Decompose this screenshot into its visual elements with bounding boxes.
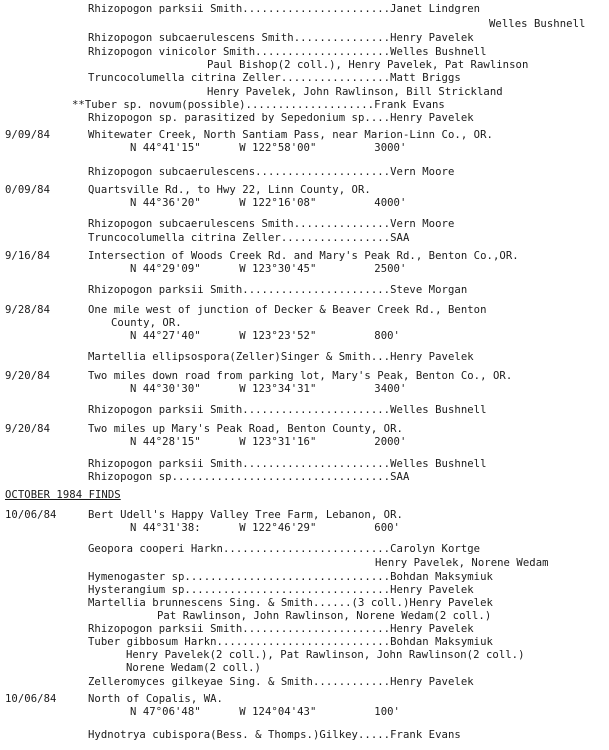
coordinates-line: N 44°27'40" W 123°23'52" 800'	[130, 330, 400, 342]
find-entry: Rhizopogon parksii Smith.......................Janet Lindgren	[88, 3, 481, 15]
date-label: 10/06/84	[5, 509, 57, 521]
date-label: 10/06/84	[5, 693, 57, 705]
coordinates-line: N 44°36'20" W 122°16'08" 4000'	[130, 197, 407, 209]
date-label: 9/16/84	[5, 250, 50, 262]
find-entry: Rhizopogon parksii Smith.......................Welles Bushnell	[88, 404, 487, 416]
find-entry: Tuber gibbosum Harkn...........................Bohdan Maksymiuk	[88, 636, 493, 648]
location-line: North of Copalis, WA.	[88, 693, 223, 705]
collector-continuation: Henry Pavelek, John Rawlinson, Bill Strickland	[207, 86, 503, 98]
date-label: 9/09/84	[5, 129, 50, 141]
collector-continuation: Welles Bushnell	[489, 18, 586, 30]
coordinates-line: N 44°41'15" W 122°58'00" 3000'	[130, 142, 407, 154]
find-entry: Hydnotrya cubispora(Bess. & Thomps.)Gilkey.....Frank Evans	[88, 729, 461, 741]
date-label: 9/28/84	[5, 304, 50, 316]
find-entry: Rhizopogon sp..................................SAA	[88, 471, 410, 483]
find-entry: Truncocolumella citrina Zeller.................Matt Briggs	[88, 72, 461, 84]
location-line: Quartsville Rd., to Hwy 22, Linn County, OR.	[88, 184, 371, 196]
find-entry: Truncocolumella citrina Zeller.................SAA	[88, 232, 410, 244]
find-entry: Rhizopogon vinicolor Smith.....................Welles Bushnell	[88, 46, 487, 58]
coordinates-line: N 44°28'15" W 123°31'16" 2000'	[130, 436, 407, 448]
find-entry: Rhizopogon parksii Smith.......................Welles Bushnell	[88, 458, 487, 470]
date-label: 9/20/84	[5, 423, 50, 435]
find-entry: Rhizopogon subcaerulescens.....................Vern Moore	[88, 166, 455, 178]
coordinates-line: N 47°06'48" W 124°04'43" 100'	[130, 706, 400, 718]
location-continuation: County, OR.	[111, 317, 182, 329]
find-entry: Rhizopogon subcaerulescens Smith...............Henry Pavelek	[88, 32, 474, 44]
location-line: Two miles up Mary's Peak Road, Benton County, OR.	[88, 423, 403, 435]
location-line: Whitewater Creek, North Santiam Pass, near Marion-Linn Co., OR.	[88, 129, 493, 141]
find-entry: Geopora cooperi Harkn..........................Carolyn Kortge	[88, 543, 481, 555]
find-entry: Martellia ellipsospora(Zeller)Singer & Smith...Henry Pavelek	[88, 351, 474, 363]
location-line: One mile west of junction of Decker & Beaver Creek Rd., Benton	[88, 304, 487, 316]
find-entry: Hysterangium sp................................Henry Pavelek	[88, 584, 474, 596]
location-line: Bert Udell's Happy Valley Tree Farm, Lebanon, OR.	[88, 509, 403, 521]
find-entry: **Tuber sp. novum(possible)....................Frank Evans	[72, 99, 445, 111]
coordinates-line: N 44°31'38: W 122°46'29" 600'	[130, 522, 400, 534]
find-entry: Rhizopogon subcaerulescens Smith...............Vern Moore	[88, 218, 455, 230]
section-heading: OCTOBER 1984 FINDS	[5, 489, 121, 501]
find-entry: Rhizopogon sp. parasitized by Sepedonium sp....Henry Pavelek	[88, 112, 474, 124]
find-entry: Rhizopogon parksii Smith.......................Henry Pavelek	[88, 623, 474, 635]
collector-continuation: Henry Pavelek, Norene Wedam	[375, 557, 549, 569]
collector-continuation: Henry Pavelek(2 coll.), Pat Rawlinson, John Rawlinson(2 coll.)	[126, 649, 525, 661]
collector-continuation: Norene Wedam(2 coll.)	[126, 662, 261, 674]
coordinates-line: N 44°30'30" W 123°34'31" 3400'	[130, 383, 407, 395]
find-entry: Rhizopogon parksii Smith.......................Steve Morgan	[88, 284, 468, 296]
date-label: 0/09/84	[5, 184, 50, 196]
find-entry: Martellia brunnescens Sing. & Smith......(3 coll.)Henry Pavelek	[88, 597, 493, 609]
collector-continuation: Paul Bishop(2 coll.), Henry Pavelek, Pat Rawlinson	[207, 59, 529, 71]
find-entry: Zelleromyces gilkeyae Sing. & Smith............Henry Pavelek	[88, 676, 474, 688]
find-entry: Hymenogaster sp................................Bohdan Maksymiuk	[88, 571, 493, 583]
collector-continuation: Pat Rawlinson, John Rawlinson, Norene Wedam(2 coll.)	[157, 610, 492, 622]
date-label: 9/20/84	[5, 370, 50, 382]
location-line: Two miles down road from parking lot, Mary's Peak, Benton Co., OR.	[88, 370, 513, 382]
location-line: Intersection of Woods Creek Rd. and Mary's Peak Rd., Benton Co.,OR.	[88, 250, 519, 262]
coordinates-line: N 44°29'09" W 123°30'45" 2500'	[130, 263, 407, 275]
